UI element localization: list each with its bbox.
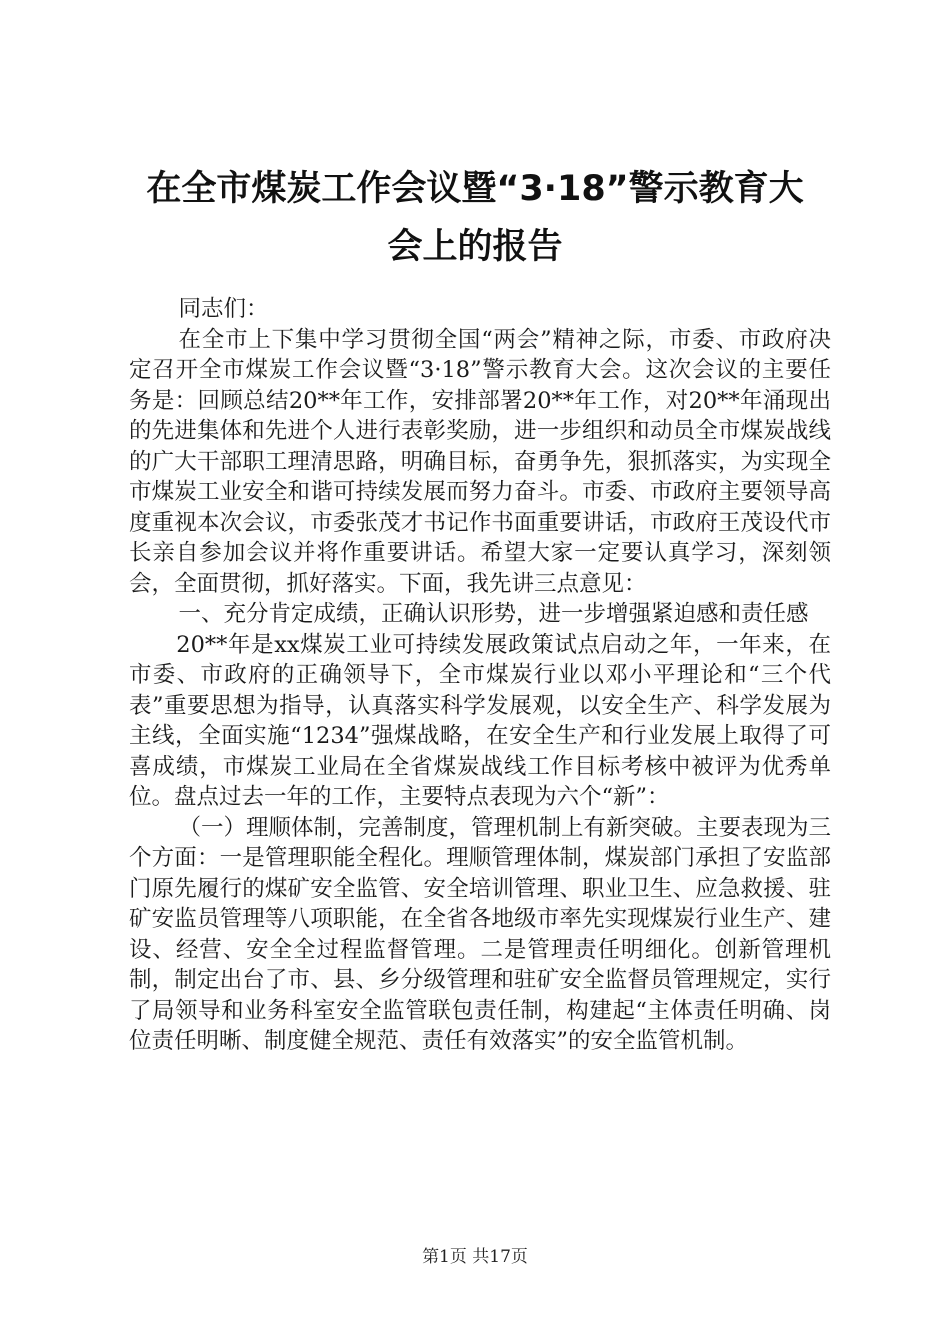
paragraph-intro: 在全市上下集中学习贯彻全国“两会”精神之际，市委、市政府决定召开全市煤炭工作会议暨“3·18”警示教育大会。这次会议的主要任务是：回顾总结20**年工作，安排部署20**年工作，对20**年涌现出的先进集体和先进个人进行表彰奖励，进一步组织和动员全市煤炭战线的广大干部职工理清思路，明确目标，奋勇争先，狠抓落实，为实现全市煤炭工业安全和谐可持续发展而努力奋斗。市委、市政府主要领导高度重视本次会议，市委张茂才书记作书面重要讲话，市政府王茂设代市长亲自参加会议并将作重要讲话。希望大家一定要认真学习，深刻领会，全面贯彻，抓好落实。下面，我先讲三点意见： <box>129 326 831 597</box>
title-line-1: 在全市煤炭工作会议暨“3·18”警示教育大 <box>146 169 804 209</box>
document-body <box>129 294 831 1057</box>
page-number-footer: 第1页 共17页 <box>422 1247 528 1267</box>
document-title <box>100 160 850 276</box>
section-heading-1: 一、充分肯定成绩，正确认识形势，进一步增强紧迫感和责任感 <box>178 601 809 627</box>
title-line-2: 会上的报告 <box>387 227 563 267</box>
paragraph-subsection-1: （一）理顺体制，完善制度，管理机制上有新突破。主要表现为三个方面：一是管理职能全程化。理顺管理体制，煤炭部门承担了安监部门原先履行的煤矿安全监管、安全培训管理、职业卫生、应急救援、驻矿安监员管理等八项职能，在全省各地级市率先实现煤炭行业生产、建设、经营、安全全过程监督管理。二是管理责任明细化。创新管理机制，制定出台了市、县、乡分级管理和驻矿安全监督员管理规定，实行了局领导和业务科室安全监管联包责任制，构建起“主体责任明确、岗位责任明晰、制度健全规范、责任有效落实”的安全监管机制。 <box>129 814 832 1054</box>
salutation: 同志们： <box>178 296 269 322</box>
paragraph-achievements: 20**年是xx煤炭工业可持续发展政策试点启动之年，一年来，在市委、市政府的正确领导下，全市煤炭行业以邓小平理论和“三个代表”重要思想为指导，认真落实科学发展观，以安全生产、科学发展为主线，全面实施“1234”强煤战略，在安全生产和行业发展上取得了可喜成绩，市煤炭工业局在全省煤炭战线工作目标考核中被评为优秀单位。盘点过去一年的工作，主要特点表现为六个“新”： <box>129 631 831 810</box>
